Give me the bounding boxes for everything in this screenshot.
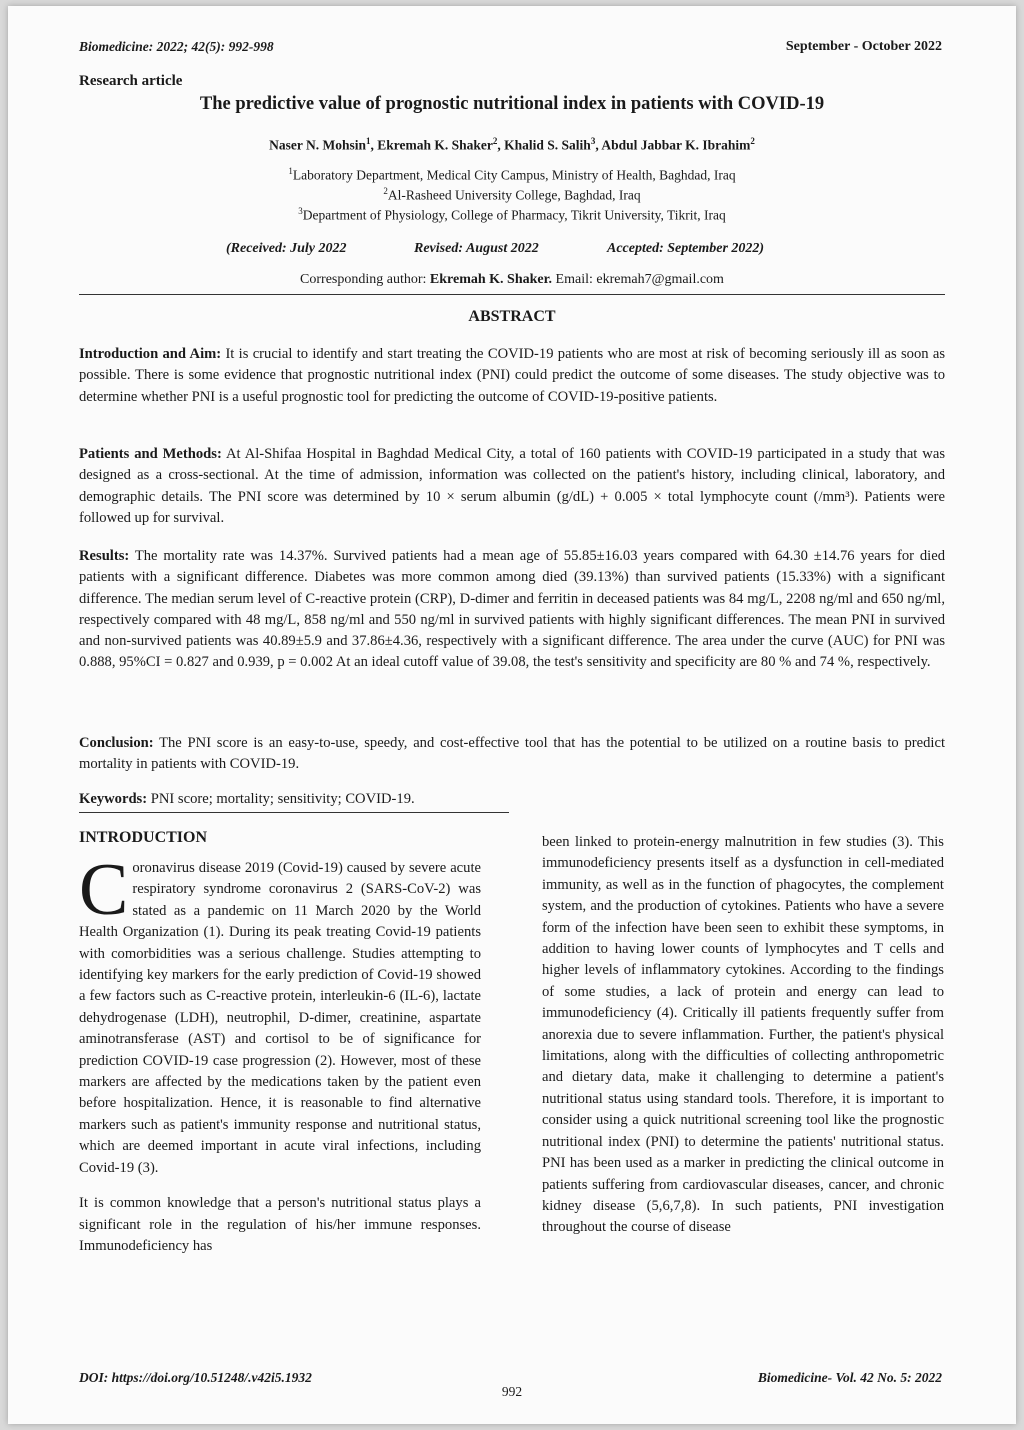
article-type: Research article <box>79 73 183 89</box>
accepted-date: Accepted: September 2022) <box>607 241 765 256</box>
author-name: Khalid S. Salih <box>504 137 591 153</box>
corresponding-author <box>8 272 1016 288</box>
affiliation-text: Department of Physiology, College of Pharmacy, Tikrit University, Tikrit, Iraq <box>302 207 726 223</box>
abstract-introduction <box>79 344 945 408</box>
journal-citation: Biomedicine: 2022; 42(5): 992-998 <box>79 39 274 54</box>
corresponding-email[interactable]: Email: ekremah7@gmail.com <box>552 272 724 287</box>
section-text: At Al-Shifaa Hospital in Baghdad Medical City, a total of 160 patients with COVID-19 participated in a study that was designed as a cross-sectional. At the time of admission, information was collected on the patient's history, including clinical, laboratory, and demographic details. The PNI score was determined by 10 × serum albumin (g/dL) + 0.005 × total lymphocyte count (/mm³). Patients were followed up for survival. <box>79 446 945 526</box>
keywords-text: PNI score; mortality; sensitivity; COVID-19. <box>147 791 415 807</box>
introduction-left-column <box>79 849 481 1257</box>
affiliation <box>8 186 1016 204</box>
corresponding-name: Ekremah K. Shaker. <box>429 272 553 287</box>
body-paragraph: been linked to protein-energy malnutrition in few studies (3). This immunodeficiency presents itself as a dysfunction in cell-mediated immunity, as well as in the function of phagocytes, the complement system, and the production of cytokines. Patients who have a severe form of the infection have been seen to exhibit these symptoms, in addition to having lower counts of lymphocytes and T cells and higher levels of inflammatory cytokines. According to the findings of some studies, a lack of protein and energy can lead to immunodeficiency (4). Critically ill patients frequently suffer from anorexia due to severe inflammation. Further, the patient's physical limitations, along with the difficulties of collecting anthropometric and dietary data, make it challenging to determine a patient's nutritional status using standard tools. Therefore, it is important to consider using a quick nutritional screening tool like the prognostic nutritional index (PNI) to determine the patients' nutritional status. PNI has been used as a marker in predicting the clinical outcome in patients suffering from cardiovascular diseases, cancer, and chronic kidney disease (5,6,7,8). In such patients, PNI investigation throughout the course of disease <box>542 834 944 1236</box>
abstract-methods <box>79 444 945 529</box>
author-list: Naser N. Mohsin$^1$, Ekremah K. Shaker$^2$, Khalid S. Salih$^3$, Abdul Jabbar K. Ibrahim$^2$ <box>269 136 755 153</box>
section-text: The PNI score is an easy-to-use, speedy, and cost-effective tool that has the potential to be utilized on a routine basis to predict mortality in patients with COVID-19. <box>79 735 945 773</box>
author-affiliation-mark: 1 <box>366 136 371 146</box>
paper-title: The predictive value of prognostic nutritional index in patients with COVID-19 <box>199 94 825 114</box>
author-name: Abdul Jabbar K. Ibrahim <box>601 137 751 153</box>
section-label: Results: <box>79 548 130 564</box>
affiliation-text: Al-Rasheed University College, Baghdad, Iraq <box>387 187 641 203</box>
issue-date: September - October 2022 <box>785 39 942 54</box>
doi-link[interactable]: DOI: https://doi.org/10.51248/.v42i5.1932 <box>79 1370 312 1385</box>
abstract-conclusion <box>79 733 945 776</box>
revised-date: Revised: August 2022 <box>414 241 539 256</box>
section-text: The mortality rate was 14.37%. Survived patients had a mean age of 55.85±16.03 years compared with 64.30 ±14.76 years for died patients with a significant difference. Diabetes was more common among died (39.13%) than survived patients (15.33%) with a significant difference. The median serum level of C-reactive protein (CRP), D-dimer and ferritin in deceased patients was 84 mg/L, 2208 ng/ml and 650 ng/ml, respectively compared with 48 mg/L, 858 ng/ml and 550 ng/ml in survived patients with highly significant differences. The mean PNI in survived and non-survived patients was 40.89±5.9 and 37.86±4.36, respectively with a significant difference. The area under the curve (AUC) for PNI was 0.888, 95%CI = 0.827 and 0.939, p = 0.002 At an ideal cutoff value of 39.08, the test's sensitivity and specificity are 80 % and 74 %, respectively. <box>79 548 945 671</box>
keywords <box>79 791 415 808</box>
affiliation-number: 2 <box>383 186 388 196</box>
author-affiliation-mark: 2 <box>750 136 755 146</box>
section-label: Introduction and Aim: <box>79 346 222 362</box>
paragraph-text: oronavirus disease 2019 (Covid-19) caused by severe acute respiratory syndrome coronavirus 2 (SARS-CoV-2) was stated as a pandemic on 11 March 2020 by the World Health Organization (1). During its peak treating Covid-19 patients with comorbidities was a serious challenge. Studies attempting to identifying key markers for the early prediction of Covid-19 showed a few factors such as C-reactive protein, interleukin-6 (IL-6), lactate dehydrogenase (LDH), neutrophil, D-dimer, creatinine, aspartate aminotransferase (AST) and cortisol to be of significance for prediction COVID-19 case progression (2). However, most of these markers are affected by the medications taken by the patient even before hospitalization. Hence, it is reasonable to find alternative markers such as patient's immunity response and nutritional status, which are deemed important in acute viral infections, including Covid-19 (3). <box>79 860 481 1176</box>
document-page <box>8 6 1016 1424</box>
introduction-right-column <box>542 832 944 1239</box>
introduction-heading: INTRODUCTION <box>79 829 208 846</box>
header-divider <box>79 294 945 295</box>
author-affiliation-mark: 3 <box>590 136 596 146</box>
affiliation <box>8 166 1016 184</box>
abstract-heading: ABSTRACT <box>468 308 556 325</box>
drop-cap: C <box>79 849 129 931</box>
affiliation <box>8 206 1016 224</box>
body-paragraph <box>79 849 481 1179</box>
body-paragraph: It is common knowledge that a person's nutritional status plays a significant role in the regulation of his/her immune responses. Immunodeficiency has <box>79 1195 481 1254</box>
author-affiliation-mark: 2 <box>492 136 498 146</box>
corresponding-prefix: Corresponding author: <box>300 272 430 287</box>
keywords-label: Keywords: <box>79 791 148 807</box>
section-label: Patients and Methods: <box>79 446 222 462</box>
affiliation-text: Laboratory Department, Medical City Campus, Ministry of Health, Baghdad, Iraq <box>292 167 736 183</box>
affiliation-number: 3 <box>298 206 303 216</box>
abstract-results <box>79 546 945 674</box>
affiliation-number: 1 <box>288 166 293 176</box>
author-name: Ekremah K. Shaker <box>377 137 493 153</box>
author-name: Naser N. Mohsin <box>269 137 366 153</box>
page-number: 992 <box>501 1384 523 1399</box>
keywords-divider <box>79 812 509 813</box>
section-text: It is crucial to identify and start treating the COVID-19 patients who are most at risk of becoming seriously ill as soon as possible. There is some evidence that prognostic nutritional index (PNI) could predict the outcome of some diseases. The study objective was to determine whether PNI is a useful prognostic tool for predicting the outcome of COVID-19-positive patients. <box>79 346 945 405</box>
section-label: Conclusion: <box>79 735 154 751</box>
footer-journal: Biomedicine- Vol. 42 No. 5: 2022 <box>757 1370 942 1385</box>
received-date: (Received: July 2022 <box>226 241 347 256</box>
